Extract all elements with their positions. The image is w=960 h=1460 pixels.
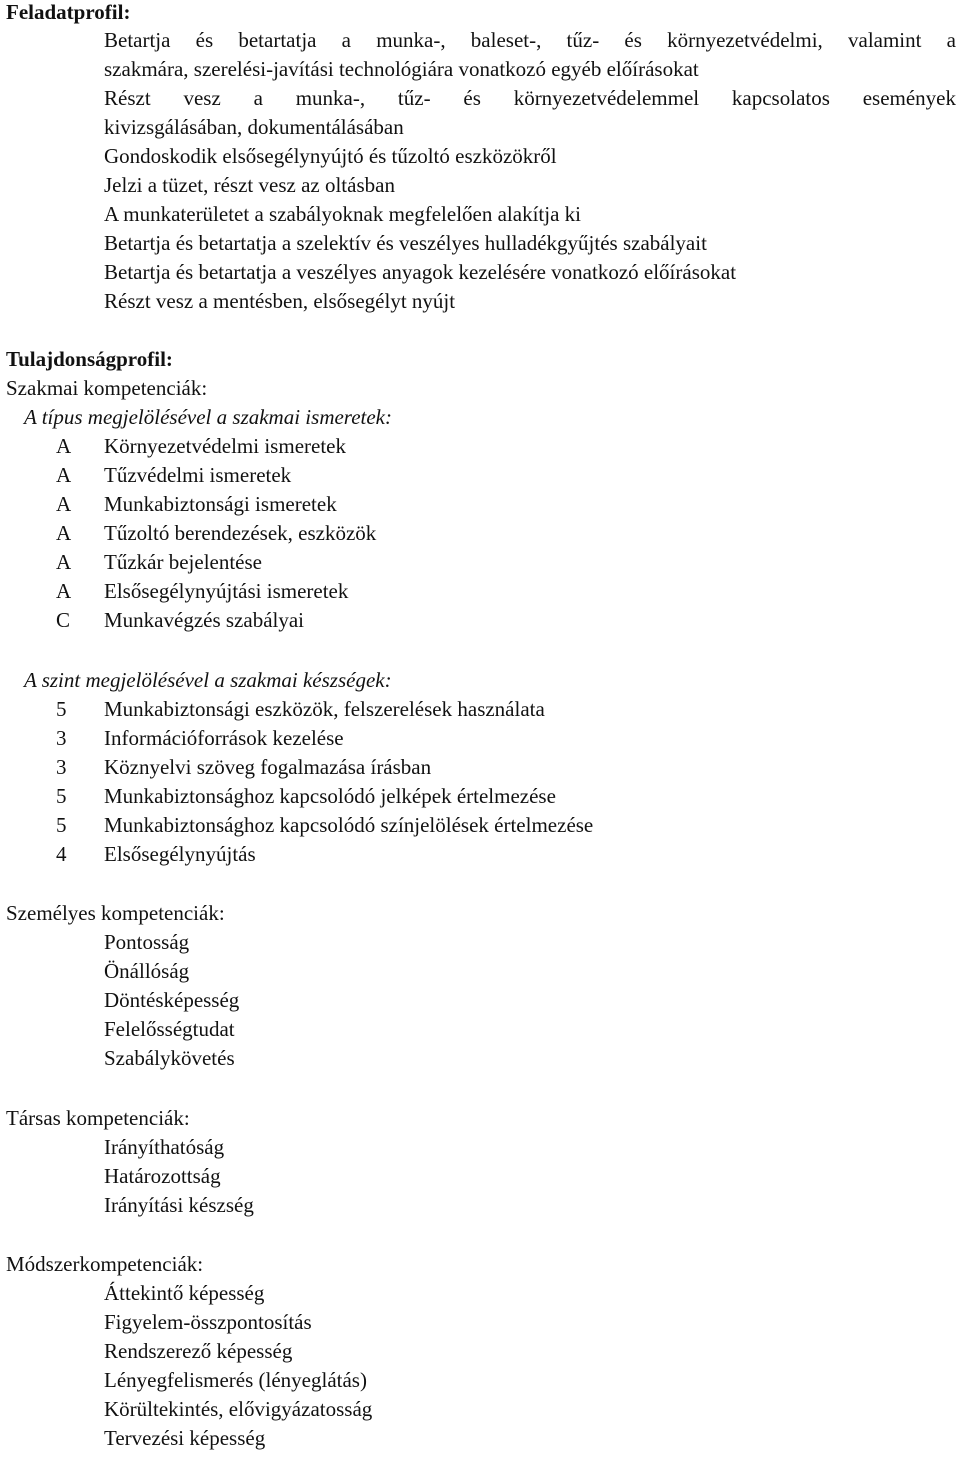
feladatprofil-heading: Feladatprofil: bbox=[6, 0, 131, 24]
keszseg-code: 4 bbox=[56, 842, 67, 866]
ismeretek-label: A típus megjelölésével a szakmai ismeretek: bbox=[24, 405, 392, 429]
ismeret-text: Elsősegélynyújtási ismeretek bbox=[104, 579, 349, 603]
modszer-item: Körültekintés, elővigyázatosság bbox=[104, 1397, 373, 1421]
szemelyes-item: Önállóság bbox=[104, 959, 190, 983]
keszseg-code: 3 bbox=[56, 755, 67, 779]
ismeret-text: Környezetvédelmi ismeretek bbox=[104, 434, 346, 458]
feladatprofil-item: Betartja és betartatja a munka-, baleset-, tűz- és környezetvédelmi, valamint a bbox=[104, 28, 956, 52]
feladatprofil-item: Betartja és betartatja a szelektív és veszélyes hulladékgyűjtés szabályait bbox=[104, 231, 707, 255]
keszseg-text: Információforrások kezelése bbox=[104, 726, 344, 750]
szemelyes-item: Szabálykövetés bbox=[104, 1046, 235, 1070]
keszseg-text: Munkabiztonsághoz kapcsolódó jelképek értelmezése bbox=[104, 784, 556, 808]
ismeret-code: A bbox=[56, 550, 72, 574]
keszseg-text: Munkabiztonsághoz kapcsolódó színjelölések értelmezése bbox=[104, 813, 594, 837]
ismeret-code: A bbox=[56, 492, 72, 516]
feladatprofil-item: Betartja és betartatja a veszélyes anyagok kezelésére vonatkozó előírásokat bbox=[104, 260, 737, 284]
feladatprofil-item: Gondoskodik elsősegélynyújtó és tűzoltó eszközökről bbox=[104, 144, 557, 168]
szemelyes-item: Pontosság bbox=[104, 930, 190, 954]
tarsas-item: Irányíthatóság bbox=[104, 1135, 225, 1159]
ismeret-code: A bbox=[56, 434, 72, 458]
szakmai-kompetenciak-label: Szakmai kompetenciák: bbox=[6, 376, 208, 400]
keszseg-code: 5 bbox=[56, 697, 67, 721]
keszseg-code: 5 bbox=[56, 813, 67, 837]
ismeret-text: Tűzkár bejelentése bbox=[104, 550, 262, 574]
ismeret-code: A bbox=[56, 463, 72, 487]
ismeret-text: Tűzvédelmi ismeretek bbox=[104, 463, 292, 487]
tarsas-item: Irányítási készség bbox=[104, 1193, 254, 1217]
tulajdonsagprofil-heading: Tulajdonságprofil: bbox=[6, 347, 173, 371]
modszer-item: Rendszerező képesség bbox=[104, 1339, 293, 1363]
ismeret-text: Munkabiztonsági ismeretek bbox=[104, 492, 337, 516]
ismeret-text: Tűzoltó berendezések, eszközök bbox=[104, 521, 377, 545]
feladatprofil-item: A munkaterületet a szabályoknak megfelelően alakítja ki bbox=[104, 202, 581, 226]
szemelyes-item: Döntésképesség bbox=[104, 988, 240, 1012]
tarsas-item: Határozottság bbox=[104, 1164, 221, 1188]
tarsas-kompetenciak-label: Társas kompetenciák: bbox=[6, 1106, 190, 1130]
feladatprofil-item: kivizsgálásában, dokumentálásában bbox=[104, 115, 404, 139]
ismeret-code: A bbox=[56, 521, 72, 545]
feladatprofil-item: szakmára, szerelési-javítási technológiára vonatkozó egyéb előírásokat bbox=[104, 57, 699, 81]
keszseg-text: Köznyelvi szöveg fogalmazása írásban bbox=[104, 755, 432, 779]
modszer-item: Figyelem-összpontosítás bbox=[104, 1310, 312, 1334]
ismeret-text: Munkavégzés szabályai bbox=[104, 608, 305, 632]
ismeret-code: C bbox=[56, 608, 71, 632]
keszseg-code: 5 bbox=[56, 784, 67, 808]
szemelyes-item: Felelősségtudat bbox=[104, 1017, 235, 1041]
ismeret-code: A bbox=[56, 579, 72, 603]
feladatprofil-item: Részt vesz a munka-, tűz- és környezetvédelemmel kapcsolatos események bbox=[104, 86, 956, 110]
szemelyes-kompetenciak-label: Személyes kompetenciák: bbox=[6, 901, 225, 925]
feladatprofil-item: Jelzi a tüzet, részt vesz az oltásban bbox=[104, 173, 395, 197]
keszseg-code: 3 bbox=[56, 726, 67, 750]
modszer-item: Lényegfelismerés (lényeglátás) bbox=[104, 1368, 367, 1392]
keszseg-text: Munkabiztonsági eszközök, felszerelések használata bbox=[104, 697, 545, 721]
keszsegek-label: A szint megjelölésével a szakmai készségek: bbox=[24, 668, 392, 692]
feladatprofil-item: Részt vesz a mentésben, elsősegélyt nyújt bbox=[104, 289, 456, 313]
keszseg-text: Elsősegélynyújtás bbox=[104, 842, 256, 866]
modszer-item: Áttekintő képesség bbox=[104, 1281, 265, 1305]
modszer-item: Tervezési képesség bbox=[104, 1426, 266, 1450]
modszerkompetenciak-label: Módszerkompetenciák: bbox=[6, 1252, 204, 1276]
